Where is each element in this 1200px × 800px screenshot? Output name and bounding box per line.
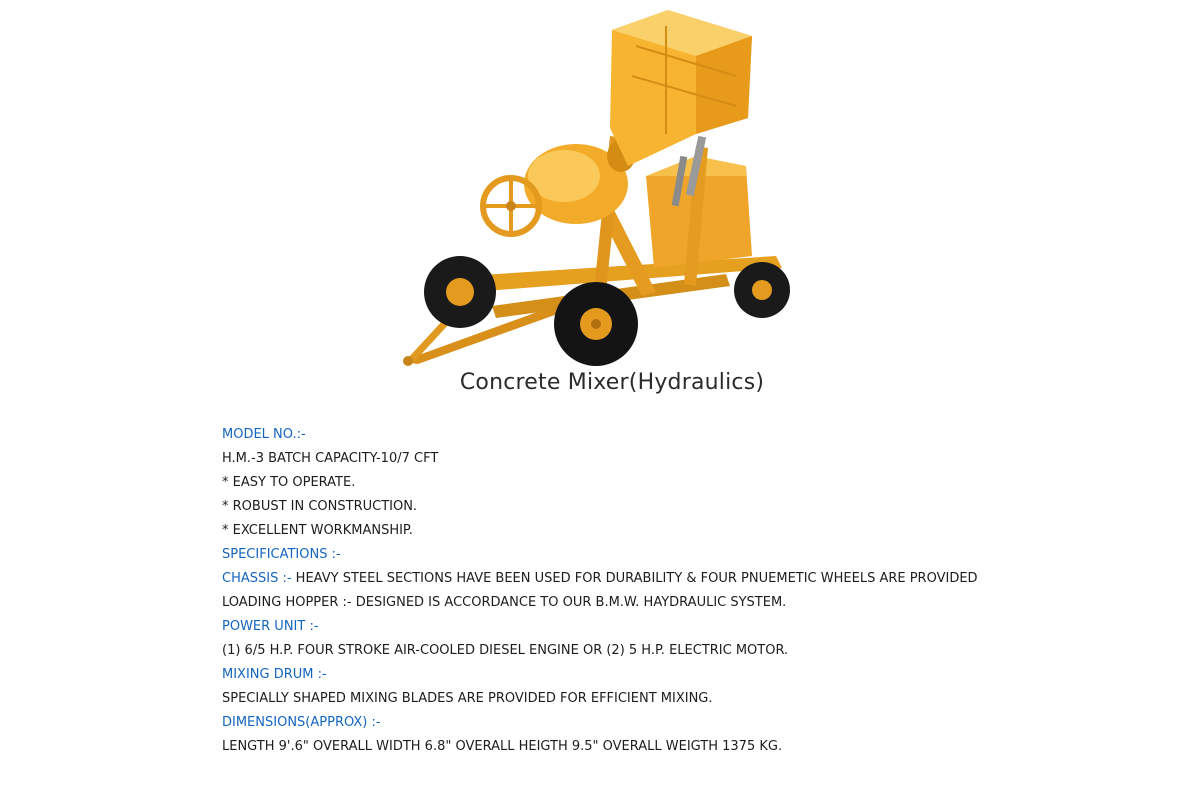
feature-item: * EXCELLENT WORKMANSHIP. (222, 523, 413, 538)
model-label: MODEL NO.:- (222, 427, 306, 442)
power-unit-label: POWER UNIT :- (222, 619, 319, 634)
chassis-row (222, 569, 1182, 593)
product-title: Concrete Mixer(Hydraulics) (459, 370, 765, 395)
concrete-mixer-icon (396, 6, 796, 372)
chassis-value: HEAVY STEEL SECTIONS HAVE BEEN USED FOR DURABILITY & FOUR PNUEMETIC WHEELS ARE PROVIDED (291, 571, 978, 586)
chassis-label: CHASSIS :- (222, 571, 292, 586)
loading-hopper-row: LOADING HOPPER :- DESIGNED IS ACCORDANCE TO OUR B.M.W. HAYDRAULIC SYSTEM. (222, 595, 787, 610)
power-unit-value: (1) 6/5 H.P. FOUR STROKE AIR-COOLED DIESEL ENGINE OR (2) 5 H.P. ELECTRIC MOTOR. (222, 643, 789, 658)
specifications-label: SPECIFICATIONS :- (222, 547, 341, 562)
product-image (396, 6, 796, 372)
model-value: H.M.-3 BATCH CAPACITY-10/7 CFT (222, 451, 439, 466)
dimensions-label: DIMENSIONS(APPROX) :- (222, 715, 381, 730)
spec-list (222, 425, 1182, 761)
feature-item: * ROBUST IN CONSTRUCTION. (222, 499, 418, 514)
mixing-drum-label: MIXING DRUM :- (222, 667, 327, 682)
feature-item: * EASY TO OPERATE. (222, 475, 356, 490)
mixing-drum-value: SPECIALLY SHAPED MIXING BLADES ARE PROVIDED FOR EFFICIENT MIXING. (222, 691, 713, 706)
dimensions-value: LENGTH 9'.6" OVERALL WIDTH 6.8" OVERALL HEIGTH 9.5" OVERALL WEIGTH 1375 KG. (222, 739, 783, 754)
